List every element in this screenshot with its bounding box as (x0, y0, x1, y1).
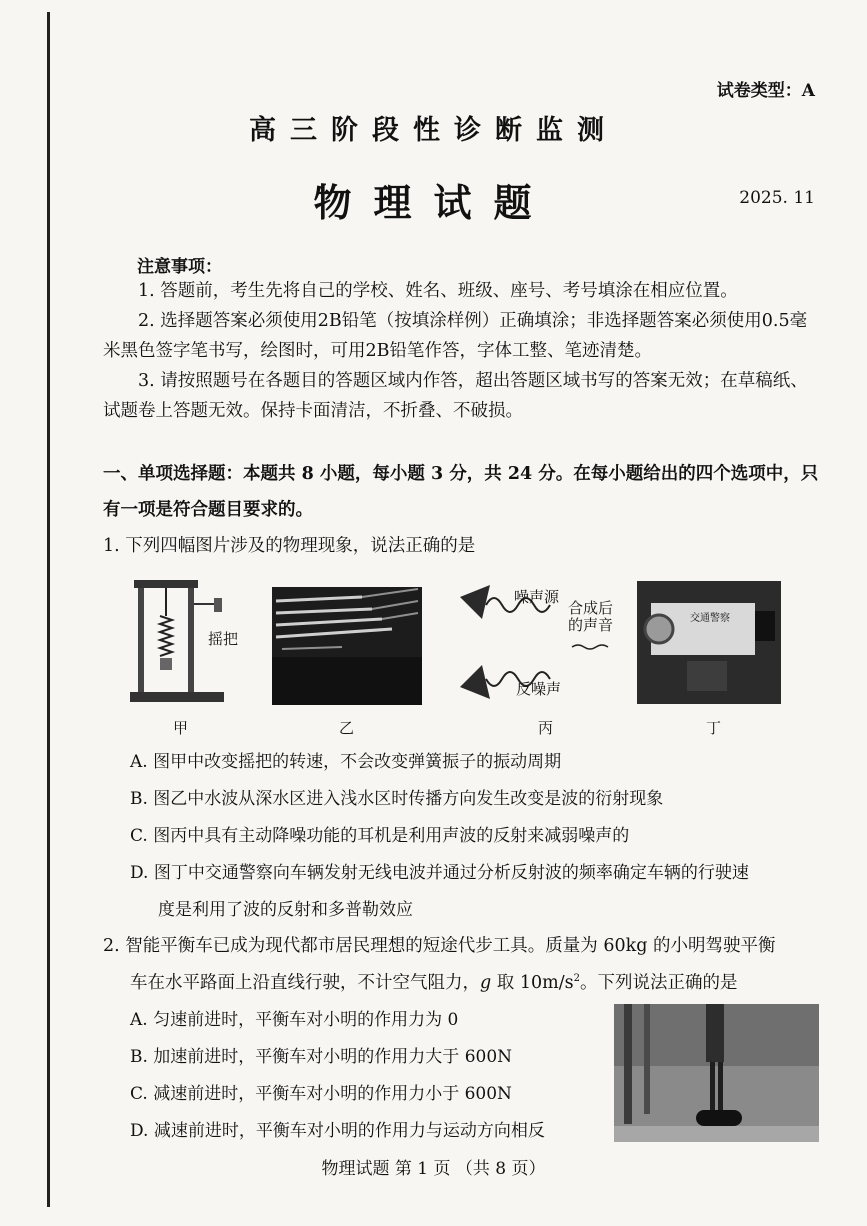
note-item-1: 1. 答题前，考生先将自己的学校、姓名、班级、座号、考号填涂在相应位置。 (138, 281, 738, 301)
q1-option-d: D. 图丁中交通警察向车辆发射无线电波并通过分析反射波的频率确定车辆的行驶速 (130, 863, 749, 883)
figure-bing-combined-label-2: 的声音 (568, 616, 614, 634)
q1-option-d-continued: 度是利用了波的反射和多普勒效应 (158, 900, 413, 920)
q2-option-a: A. 匀速前进时，平衡车对小明的作用力为 0 (130, 1010, 459, 1030)
figure-ding-radar-photo (637, 581, 781, 704)
exam-date: 2025. 11 (739, 188, 815, 208)
q2-option-b: B. 加速前进时，平衡车对小明的作用力大于 600N (130, 1047, 513, 1067)
q2-option-c: C. 减速前进时，平衡车对小明的作用力小于 600N (130, 1084, 512, 1104)
exam-title: 高三阶段性诊断监测 (249, 115, 618, 146)
figure-yi-caption: 乙 (339, 719, 355, 737)
figure-q2-balance-scooter-photo (614, 1004, 819, 1142)
figure-yi-wave-photo (272, 587, 422, 705)
note-item-2: 2. 选择题答案必须使用2B铅笔（按填涂样例）正确填涂；非选择题答案必须使用0.5毫米黑色签字笔书写，绘图时，可用2B铅笔作答，字体工整、笔迹清楚。 (103, 311, 808, 361)
paper-type-label: 试卷类型：A (716, 81, 815, 101)
page-footer: 物理试题 第 1 页 （共 8 页） (321, 1159, 546, 1179)
figure-bing-combined-label-1: 合成后 (568, 599, 614, 617)
q2-option-d: D. 减速前进时，平衡车对小明的作用力与运动方向相反 (130, 1121, 545, 1141)
question-2-stem-line-2: 车在水平路面上沿直线行驶，不计空气阻力，g 取 $10m/s^2$。下列说法正确的是 (130, 973, 738, 993)
q1-option-c: C. 图丙中具有主动降噪功能的耳机是利用声波的反射来减弱噪声的 (130, 826, 630, 846)
figure-ding-caption: 丁 (706, 719, 722, 737)
notes-heading: 注意事项： (137, 257, 222, 277)
figure-bing-caption: 丙 (538, 719, 554, 737)
q1-option-a: A. 图甲中改变摇把的转速，不会改变弹簧振子的振动周期 (130, 752, 562, 772)
question-1-stem: 1. 下列四幅图片涉及的物理现象，说法正确的是 (103, 536, 476, 556)
q1-option-b: B. 图乙中水波从深水区进入浅水区时传播方向发生改变是波的衍射现象 (130, 789, 664, 809)
figure-ding-sign: 交通警察 (690, 613, 730, 624)
section-1-heading: 一、单项选择题：本题共 8 小题，每小题 3 分，共 24 分。在每小题给出的四个选项中，只有一项是符合题目要求的。 (103, 464, 819, 520)
figure-jia-caption: 甲 (173, 719, 189, 737)
figure-bing-noise-label: 噪声源 (514, 588, 560, 606)
subject-title: 物理试题 (313, 180, 554, 225)
figure-jia-crank-label: 摇把 (208, 630, 239, 648)
figure-bing-anti-label: 反噪声 (516, 680, 562, 698)
note-item-3: 3. 请按照题号在各题目的答题区域内作答，超出答题区域书写的答案无效；在草稿纸、试题卷上答题无效。保持卡面清洁，不折叠、不破损。 (103, 371, 808, 421)
question-2-stem-line-1: 2. 智能平衡车已成为现代都市居民理想的短途代步工具。质量为 60kg 的小明驾驶平衡 (103, 936, 776, 956)
